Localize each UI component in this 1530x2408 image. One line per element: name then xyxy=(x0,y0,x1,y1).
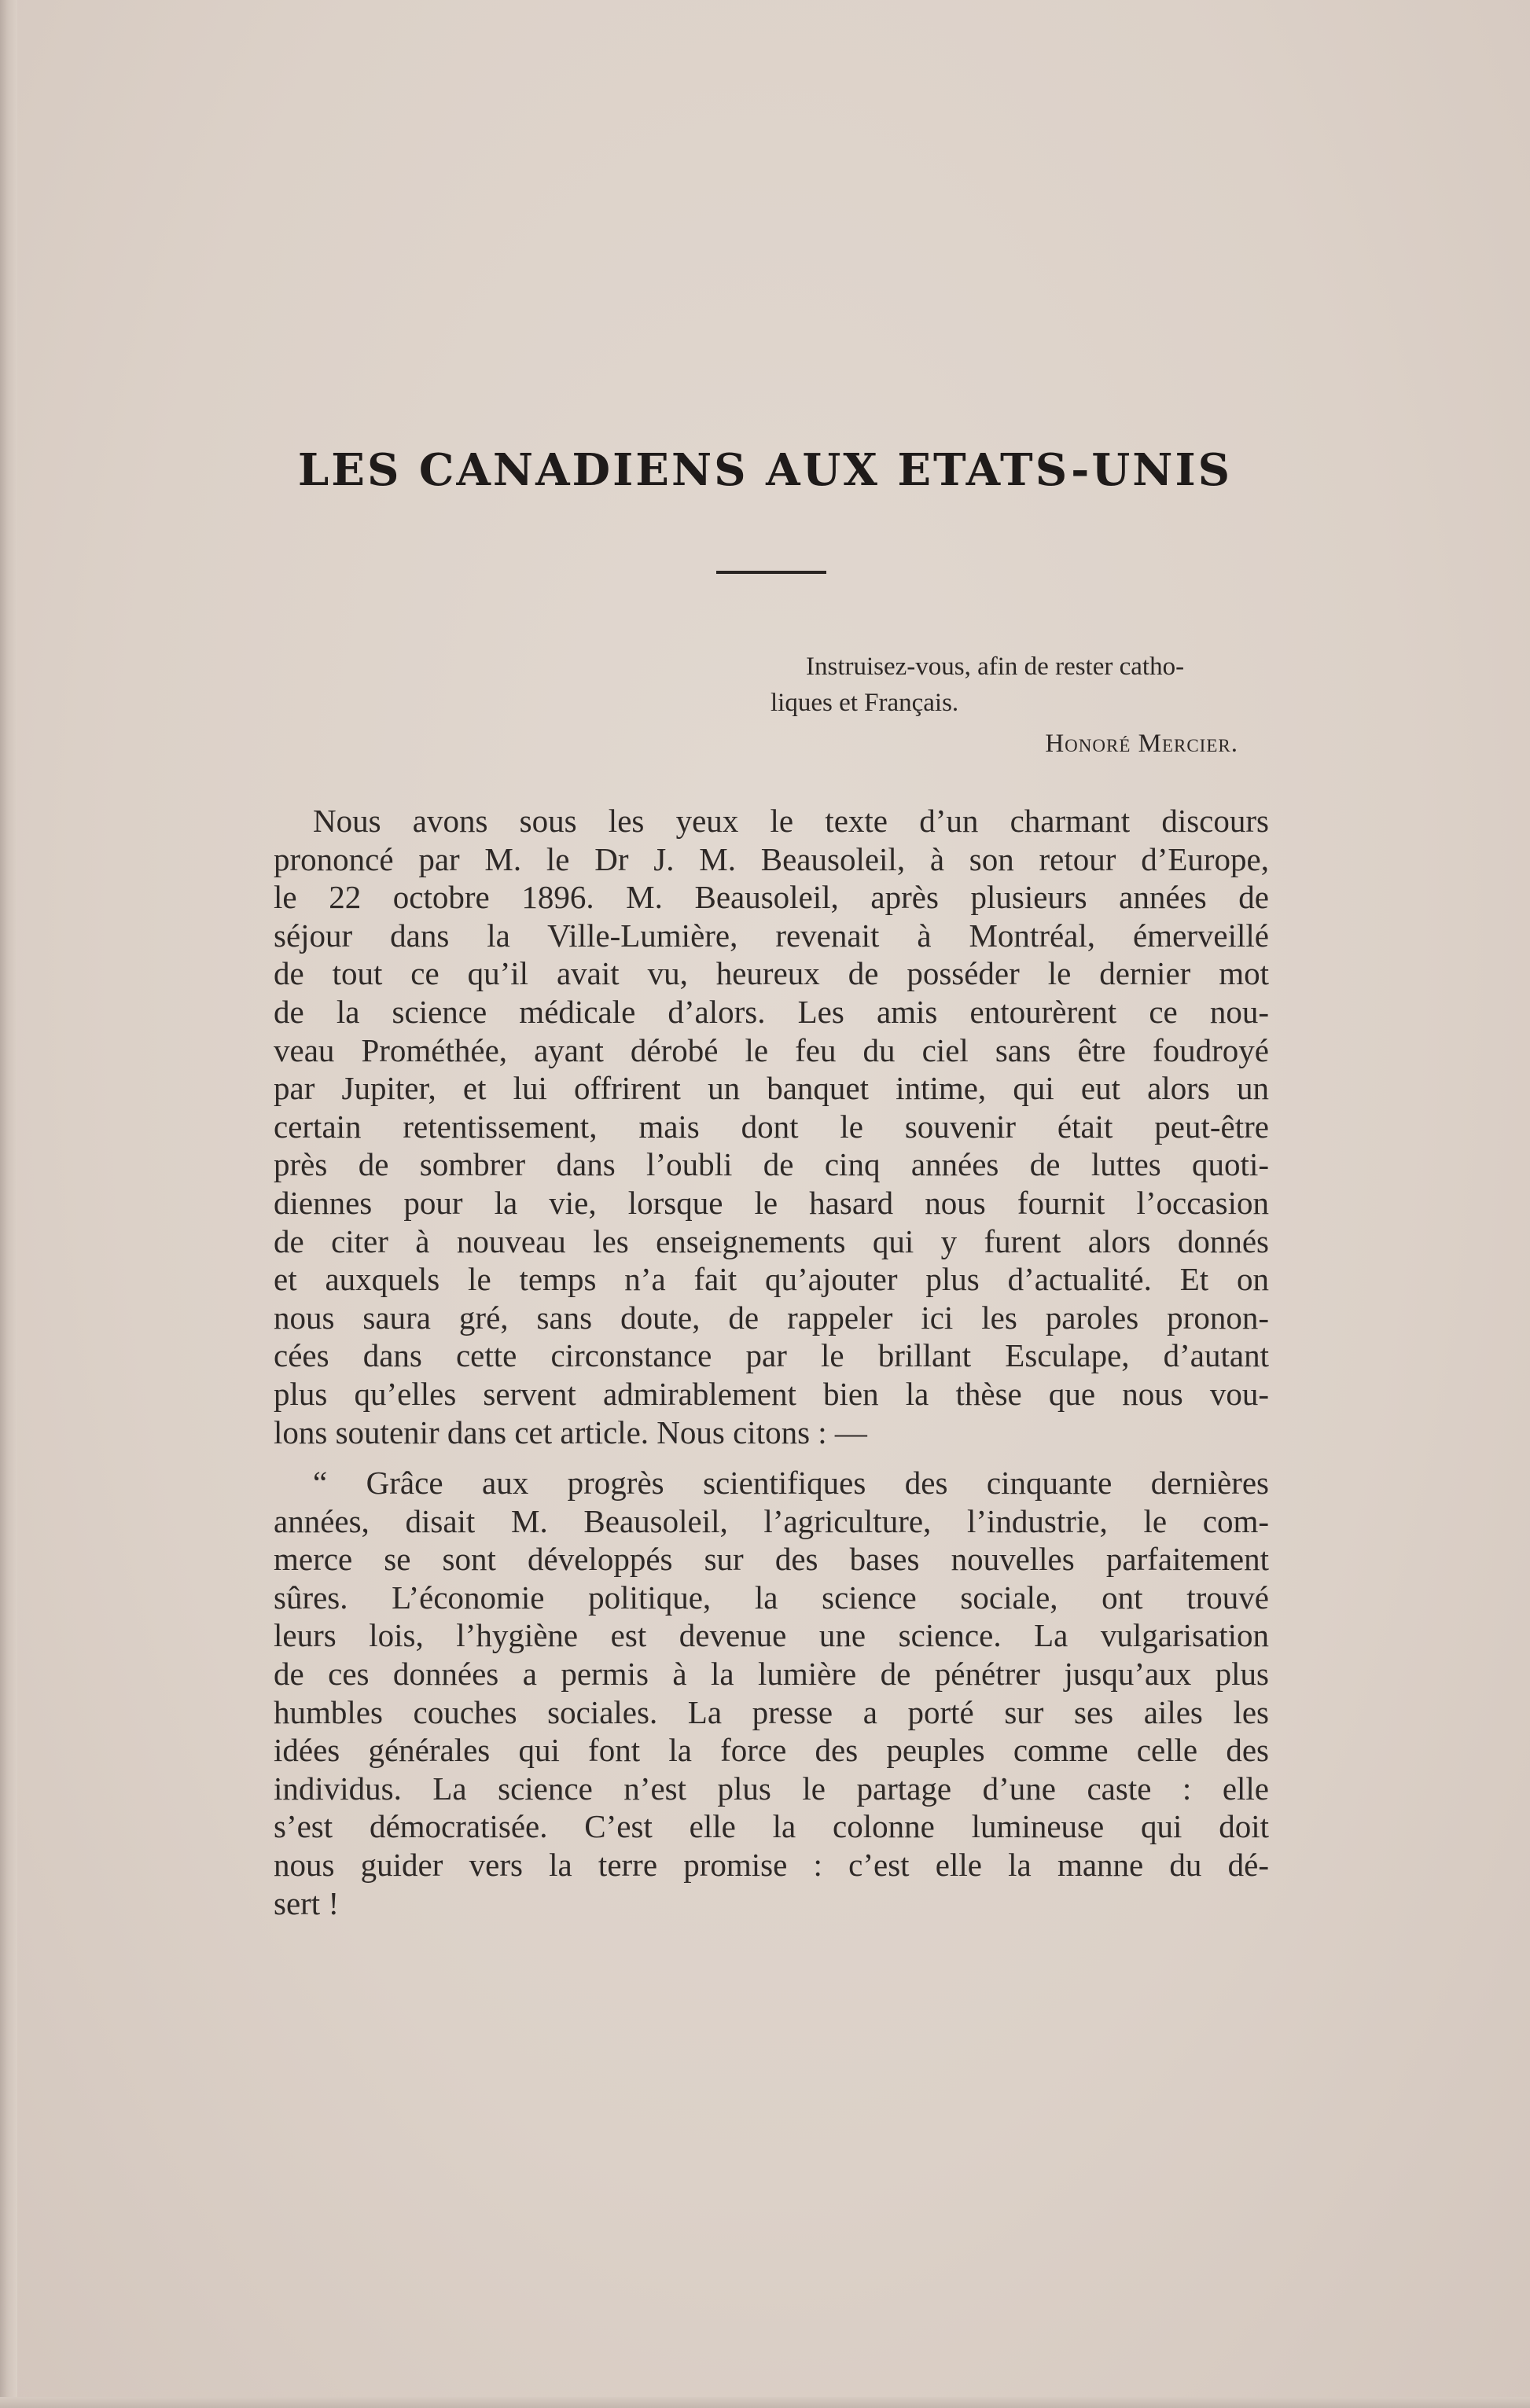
text-line: cées dans cette circonstance par le brillant Esculape, d’autant xyxy=(274,1337,1269,1374)
text-line: veau Prométhée, ayant dérobé le feu du ciel sans être foudroyé xyxy=(274,1031,1269,1068)
text-line: plus qu’elles servent admirablement bien la thèse que nous vou- xyxy=(274,1375,1269,1412)
text-line: et auxquels le temps n’a fait qu’ajouter plus d’actualité. Et on xyxy=(274,1261,1269,1298)
text-line: par Jupiter, et lui offrirent un banquet intime, qui eut alors un xyxy=(274,1070,1269,1107)
page-bottom-edge xyxy=(0,2397,1530,2408)
text-line: merce se sont développés sur des bases nouvelles parfaitement xyxy=(274,1541,1269,1578)
text-line: diennes pour la vie, lorsque le hasard nous fournit l’occasion xyxy=(274,1184,1269,1221)
text-line: prononcé par M. le Dr J. M. Beausoleil, à son retour d’Europe, xyxy=(274,840,1269,877)
text-line: sûres. L’économie politique, la science sociale, ont trouvé xyxy=(274,1579,1269,1616)
paragraph-1 xyxy=(274,802,1269,1451)
epigraph-author: Honoré Mercier. xyxy=(1045,730,1238,758)
page-binding-edge xyxy=(0,0,17,2408)
text-line: de ces données a permis à la lumière de pénétrer jusqu’aux plus xyxy=(274,1655,1269,1692)
text-line: humbles couches sociales. La presse a porté sur ses ailes les xyxy=(274,1693,1269,1730)
text-line: s’est démocratisée. C’est elle la colonne lumineuse qui doit xyxy=(274,1808,1269,1845)
text-line: individus. La science n’est plus le partage d’une caste : elle xyxy=(274,1770,1269,1807)
text-line: nous saura gré, sans doute, de rappeler ici les paroles pronon- xyxy=(274,1299,1269,1336)
text-line: certain retentissement, mais dont le souvenir était peut-être xyxy=(274,1108,1269,1145)
text-line: de tout ce qu’il avait vu, heureux de posséder le dernier mot xyxy=(274,955,1269,992)
epigraph-line: Instruisez-vous, afin de rester catho- xyxy=(806,653,1185,681)
title-rule xyxy=(716,571,826,574)
text-line: “ Grâce aux progrès scientifiques des cinquante dernières xyxy=(313,1465,1269,1501)
epigraph-line: liques et Français. xyxy=(771,689,959,717)
epigraph xyxy=(771,649,1289,762)
text-line: années, disait M. Beausoleil, l’agriculture, l’industrie, le com- xyxy=(274,1502,1269,1539)
text-line: idées générales qui font la force des peuples comme celle des xyxy=(274,1732,1269,1769)
text-line: de la science médicale d’alors. Les amis entourèrent ce nou- xyxy=(274,993,1269,1030)
text-line: Nous avons sous les yeux le texte d’un charmant discours xyxy=(313,803,1269,839)
text-line: lons soutenir dans cet article. Nous citons : — xyxy=(274,1414,867,1450)
text-line: nous guider vers la terre promise : c’est elle la manne du dé- xyxy=(274,1846,1269,1883)
text-line: le 22 octobre 1896. M. Beausoleil, après plusieurs années de xyxy=(274,879,1269,916)
text-line: leurs lois, l’hygiène est devenue une science. La vulgarisation xyxy=(274,1617,1269,1654)
text-line: séjour dans la Ville-Lumière, revenait à Montréal, émerveillé xyxy=(274,917,1269,954)
text-line: près de sombrer dans l’oubli de cinq années de luttes quoti- xyxy=(274,1146,1269,1183)
text-line: de citer à nouveau les enseignements qui y furent alors donnés xyxy=(274,1222,1269,1259)
article-title: LES CANADIENS AUX ETATS-UNIS xyxy=(297,444,1233,496)
text-line: sert ! xyxy=(274,1884,340,1921)
paragraph-2 xyxy=(274,1464,1269,1922)
